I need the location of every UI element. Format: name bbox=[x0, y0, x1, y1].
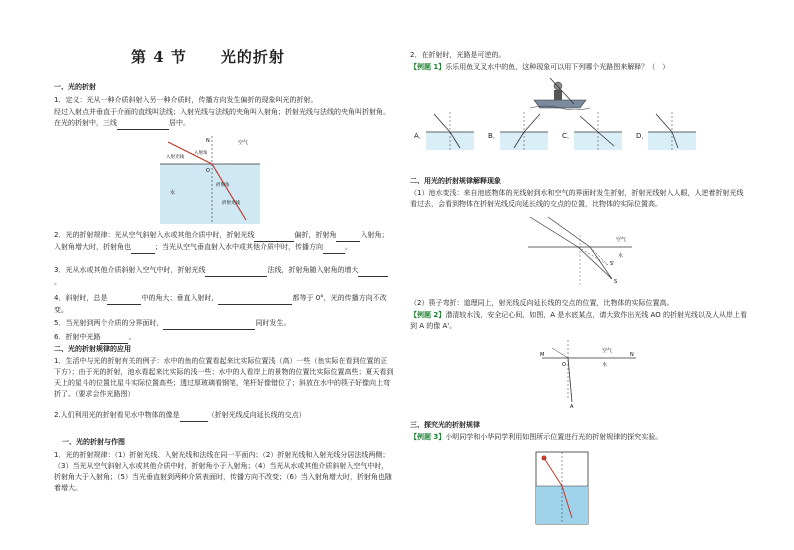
example-2-diagram bbox=[540, 338, 636, 410]
example-1: 【例题 1】乐乐用鱼叉叉水中的鱼，这种现象可以用下列哪个光路图来解释？（ ） bbox=[410, 63, 670, 71]
label-s: S bbox=[614, 279, 618, 285]
definition-text: 1．定义：光从一种介质斜射入另一种介质时，传播方向发生偏折的现象叫光的折射。 bbox=[54, 96, 318, 104]
normal-definition-text: 经过入射点并垂直于介面的直线叫法线；入射光线与法线的夹角叫入射角；折射光线与法线的夹角叫折射角。在光的折射中，三线 居中。 bbox=[54, 107, 394, 130]
option-b-diagram[interactable] bbox=[500, 110, 548, 150]
reversible-text: 2．在折射时，光路是可逆的。 bbox=[410, 51, 506, 59]
fisherman-boat-illustration bbox=[530, 74, 590, 110]
example-2: 【例题 2】潜清较水浅，安全记心间，如图，A 是水底某点，请大致作出光线 AO 的折射光线以及人从岸上看到 A 的像 A'。 bbox=[410, 311, 747, 330]
label-incident-ray: 入射光线 bbox=[166, 155, 184, 160]
heading-drawing: 一、光的折射与作图 bbox=[62, 438, 125, 446]
label-s-prime: S' bbox=[610, 261, 615, 267]
refraction-diagram bbox=[160, 134, 270, 226]
label-water: 水 bbox=[170, 190, 176, 196]
heading-refraction: 一、光的折射 bbox=[54, 83, 96, 91]
rules-text: 1．光的折射规律：（1）折射光线、入射光线和法线在同一平面内；（2）折射光线和入射光线分居法线两侧；（3）当光从空气斜射入水或其他介质中时，折射角小于入射角；（4）当光从水或其他介质斜射入空气中时，折射角大于入射角；（5）当光垂直射到两种介质表面时，传播方向不改变；（6）当入射角增大时，折射角也随着增大。 bbox=[54, 451, 392, 492]
label-water: 水 bbox=[602, 362, 608, 368]
label-refracted-ray: 折射光线 bbox=[222, 201, 240, 206]
label-incident-angle: 入射角 bbox=[194, 151, 208, 156]
label-n: N bbox=[206, 138, 210, 144]
interface-text: 5．当光射到两个介质的分界面时， 同时发生。 bbox=[54, 318, 394, 330]
experiment-apparatus bbox=[530, 448, 594, 528]
option-d-label[interactable]: D． bbox=[636, 132, 649, 140]
oblique-incidence-text: 4．斜射时，总是 中的角大；垂直入射时， 都等于 0°，光的传播方向不改变。 bbox=[54, 294, 387, 314]
page-title bbox=[131, 46, 319, 67]
label-air: 空气 bbox=[238, 140, 249, 146]
option-a-diagram[interactable] bbox=[426, 110, 474, 150]
water-to-air-text: 3．光从水或其他介质斜射入空气中时，折射光线 法线，折射角随入射角的增大 。 bbox=[54, 265, 394, 288]
image-text: 2.人们利用光的折射看见水中物体的像是 （折射光线反向延长线的交点） bbox=[54, 410, 394, 422]
heading-explore: 三、探究光的折射规律 bbox=[410, 421, 480, 429]
label-water: 水 bbox=[618, 253, 624, 259]
examples-text: 1．生活中与光的折射有关的例子：水中的鱼的位置看起来比实际位置浅（高）一些（鱼实际在看到位置的正下方）；由于光的折射，池水看起来比实际的浅一些；水中的人看岸上的景物的位置比实际位置高些；夏天看到天上的星斗的位置比星斗实际位置高些；透过厚玻璃看钢笔，笔杆好像错位了；斜放在水中的筷子好像向上弯折了。（要求会作光路图） bbox=[54, 357, 394, 398]
option-d-diagram[interactable] bbox=[648, 110, 696, 150]
pool-depth-diagram bbox=[520, 215, 640, 290]
heading-phenomena: 二、用光的折射规律解释现象 bbox=[410, 177, 501, 185]
option-b-label[interactable]: B． bbox=[488, 132, 500, 140]
label-m: M bbox=[540, 352, 545, 358]
heading-application: 二、光的折射规律的应用 bbox=[54, 345, 131, 353]
law-text: 2．光的折射规律：光从空气斜射入水或其他介质中时，折射光线 偏折，折射角 入射角；入射角增大时，折射角也 ；当光从空气垂直射入水中或其他介质中时，传播方向 。 bbox=[54, 230, 394, 254]
example-3: 【例题 3】小明同学和小华同学利用如图所示位置进行光的折射规律的探究实验。 bbox=[410, 433, 663, 441]
label-air: 空气 bbox=[602, 348, 613, 354]
pool-shallow-text: （1）池水变浅：来自池底物体的光线射到水和空气的界面时发生折射，折射光线射入人眼，人逆着折射光线看过去，会看到物体在折射光线反向延长线的交点的位置，比物体的实际位置高。 bbox=[410, 189, 744, 208]
label-o: O bbox=[562, 362, 566, 368]
option-c-diagram[interactable] bbox=[574, 110, 622, 150]
section-number: 第 4 节 bbox=[131, 48, 187, 66]
option-a-label[interactable]: A． bbox=[414, 132, 426, 140]
option-c-label[interactable]: C． bbox=[562, 132, 574, 140]
blank bbox=[117, 118, 169, 130]
section-name: 光的折射 bbox=[220, 48, 285, 66]
label-air: 空气 bbox=[616, 237, 627, 243]
label-o: O bbox=[206, 168, 210, 174]
label-refracted-angle: 折射角 bbox=[216, 183, 230, 188]
label-a: A bbox=[570, 404, 574, 410]
reversibility-text: 6．折射中光路 。 bbox=[54, 332, 394, 344]
label-n: N bbox=[630, 352, 634, 358]
chopstick-text: （2）筷子弯折：道理同上，射光线反向延长线的交点的位置，比物体的实际位置高。 bbox=[410, 299, 674, 307]
